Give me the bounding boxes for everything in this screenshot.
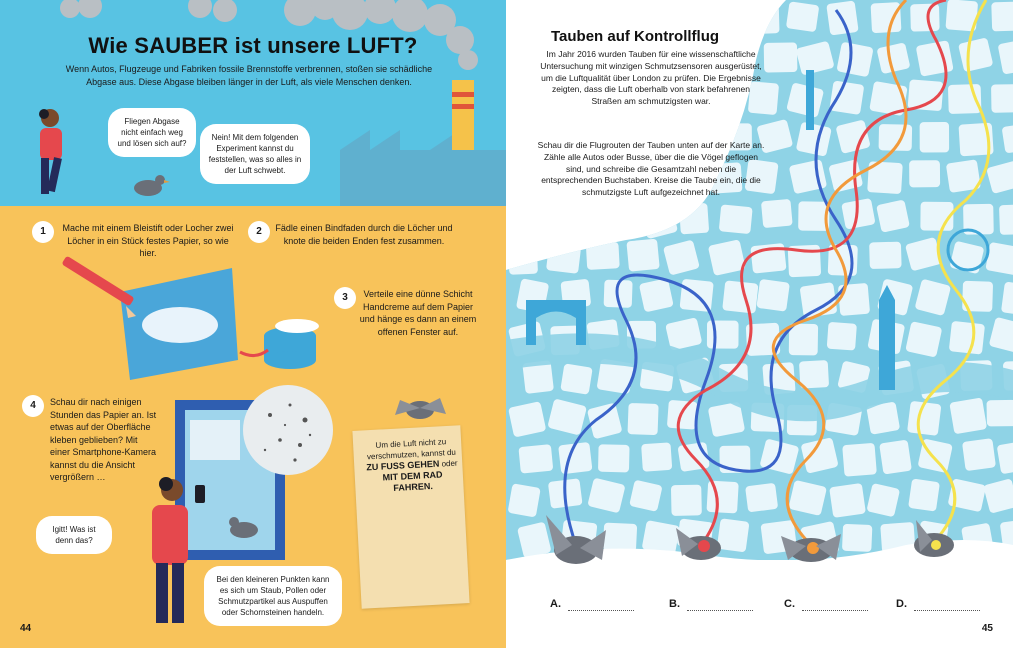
city-block <box>908 478 940 511</box>
city-block <box>745 483 778 513</box>
city-block <box>869 242 902 269</box>
step-number-1: 1 <box>32 221 54 243</box>
answer-field-b[interactable] <box>687 610 753 611</box>
city-block <box>842 524 872 552</box>
city-block <box>518 200 552 235</box>
page-number-right: 45 <box>981 623 993 634</box>
city-block <box>722 280 758 313</box>
intro-text: Wenn Autos, Flugzeuge und Fabriken fossile Brennstoffe verbrennen, stoßen sie schädliche Abgase aus. Diese Abgase bleiben länger in der Luft, als viele Menschen denken. <box>65 64 433 87</box>
city-block <box>707 320 739 348</box>
tip-lead: Um die Luft nicht zu verschmutzen, kannst du <box>366 437 457 462</box>
city-block <box>764 42 798 72</box>
city-block <box>508 483 541 517</box>
answer-label-b: B. <box>669 598 680 610</box>
speech-bubble-answer: Nein! Mit dem folgenden Experiment kannst du feststellen, was so alles in der Luft schwebt. <box>200 124 310 184</box>
step-number-4: 4 <box>22 395 44 417</box>
city-block <box>789 324 818 356</box>
city-block <box>829 483 866 518</box>
answer-label-c: C. <box>784 598 795 610</box>
city-block <box>717 518 750 552</box>
city-block <box>879 440 912 475</box>
speech-bubble-igitt: Igitt! Was ist denn das? <box>36 516 112 554</box>
big-ben-icon <box>879 300 895 390</box>
speech-bubble-question: Fliegen Abgase nicht einfach weg und lösen sich auf? <box>108 108 196 157</box>
city-block <box>555 199 592 235</box>
right-page <box>506 0 1013 648</box>
step-number-2: 2 <box>248 221 270 243</box>
city-block <box>842 443 877 477</box>
city-block <box>985 242 1013 276</box>
city-block <box>761 199 793 228</box>
right-paragraph-2: Schau dir die Flugrouten der Tauben unten auf der Karte an. Zähle alle Autos oder Busse, über die die Vögel geflogen sind, und schreibe die Gesamtzahl neben die entsprechenden Buchstaben. Kreise die Taube ein, die die schmutzigste Luft aufgezeichnet hat. <box>537 140 765 198</box>
answer-label-d: D. <box>896 598 907 610</box>
step-text-3: Verteile eine dünne Schicht Handcreme auf dem Papier und hänge es dann an einem offenen Fenster auf. <box>359 289 477 337</box>
city-block <box>756 279 790 312</box>
city-block <box>987 400 1013 427</box>
city-block <box>560 363 592 394</box>
cream-jar-icon <box>240 319 319 369</box>
city-block <box>876 199 910 232</box>
city-block <box>991 84 1013 113</box>
girl-walking-icon <box>39 109 62 194</box>
city-block <box>827 322 857 351</box>
answer-field-d[interactable] <box>914 610 980 611</box>
city-block <box>546 243 581 274</box>
city-block <box>949 397 987 434</box>
city-block <box>999 204 1013 235</box>
city-block <box>949 321 985 355</box>
page-title: Wie SAUBER ist unsere LUFT? <box>88 33 418 58</box>
step-text-1: Mache mit einem Bleistift oder Locher zwei Löcher in ein Stück festes Papier, so wie hier. <box>62 223 234 258</box>
speech-bubble-particles: Bei den kleineren Punkten kann es sich um Staub, Pollen oder Schmutzpartikel aus Auspuffen oder Schornsteinen handeln. <box>204 566 342 626</box>
step-text-4: Schau dir nach einigen Stunden das Papier an. Ist etwas auf der Oberfläche kleben geblieben? Mit einer Smartphone-Kamera kannst du die Ansicht vergrößern … <box>50 397 157 482</box>
tip-bike: MIT DEM RAD FAHREN. <box>382 469 443 493</box>
city-block <box>706 481 738 514</box>
paper-pencil-icon <box>61 256 238 380</box>
city-block <box>509 3 538 31</box>
city-block <box>679 203 709 235</box>
left-page <box>0 0 506 648</box>
city-block <box>508 245 538 275</box>
city-block <box>836 42 873 78</box>
city-block <box>506 79 539 107</box>
step-number-3: 3 <box>334 287 356 309</box>
city-block <box>603 523 637 552</box>
right-paragraph-1: Im Jahr 2016 wurden Tauben für eine wissenschaftliche Untersuchung mit winzigen Schmutzsensoren ausgerüstet, um die Luftqualität über London zu prüfen. Die Ergebnisse zeigten, dass die Luft oberhalb von stark befahrenen Straßen am schmutzigsten war. <box>540 49 762 107</box>
city-block <box>786 1 820 32</box>
city-block <box>518 444 553 474</box>
city-block <box>909 160 940 187</box>
city-block <box>905 321 942 357</box>
factory-icon <box>340 80 506 206</box>
city-block <box>639 278 674 312</box>
city-block <box>750 1 780 34</box>
magnified-view-icon <box>243 385 333 475</box>
city-block <box>627 403 658 435</box>
tip-walk: ZU FUSS GEHEN <box>366 458 440 473</box>
tip-note-text <box>363 436 462 496</box>
pigeon-icon <box>134 175 170 196</box>
answer-field-c[interactable] <box>802 610 868 611</box>
city-block <box>920 122 950 153</box>
answer-label-a: A. <box>550 598 561 610</box>
city-block <box>910 4 940 32</box>
city-block <box>719 204 753 234</box>
tip-or: oder <box>441 458 458 469</box>
city-block <box>626 239 659 272</box>
page-number-left: 44 <box>20 623 32 634</box>
city-block <box>991 1 1013 31</box>
city-block <box>962 438 996 471</box>
city-block <box>548 0 583 31</box>
answer-field-a[interactable] <box>568 610 634 611</box>
city-block <box>916 40 954 77</box>
city-block <box>586 242 620 270</box>
city-block <box>829 80 864 115</box>
right-title: Tauben auf Kontrollflug <box>551 28 720 45</box>
flying-pigeon-icon <box>395 398 446 419</box>
city-block <box>641 442 672 471</box>
step-text-2: Fädle einen Bindfaden durch die Löcher und knote die beiden Enden fest zusammen. <box>275 223 453 246</box>
city-block <box>600 198 635 235</box>
city-block <box>871 2 902 33</box>
city-block <box>671 485 702 516</box>
city-block <box>799 360 829 389</box>
city-block <box>598 444 630 472</box>
